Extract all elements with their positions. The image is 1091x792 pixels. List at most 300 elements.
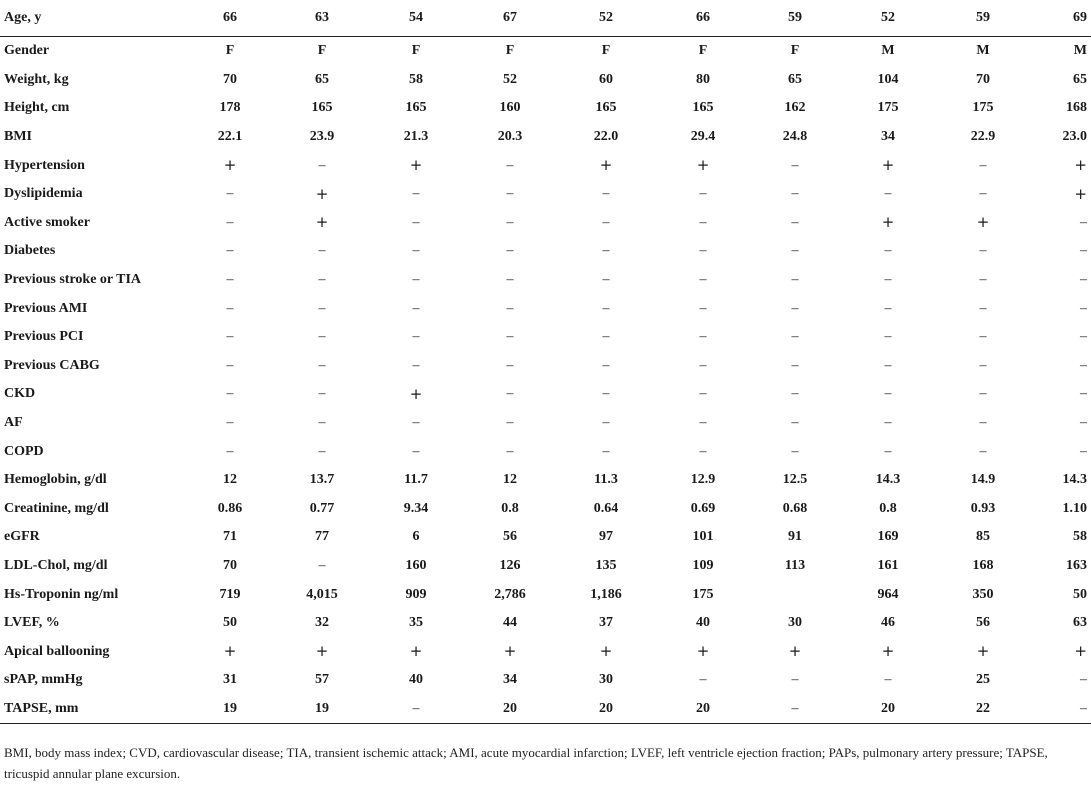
cell-value: 19 xyxy=(315,700,329,716)
cell-value: – xyxy=(699,272,707,288)
cell-value: + xyxy=(315,642,329,661)
table-cell xyxy=(656,0,750,37)
table-cell xyxy=(936,37,1030,66)
table-cell xyxy=(184,380,276,409)
cell-value: 113 xyxy=(784,557,806,573)
cell-value: – xyxy=(979,186,987,202)
cell-value: – xyxy=(699,357,707,373)
cell-value: – xyxy=(1080,443,1087,459)
cell-value: 66 xyxy=(696,10,710,25)
cell-value: 161 xyxy=(877,557,899,573)
table-cell xyxy=(556,580,656,609)
cell-value: 175 xyxy=(877,100,899,116)
table-cell xyxy=(184,37,276,66)
cell-value: + xyxy=(503,642,517,661)
table-cell xyxy=(750,666,840,695)
table-cell xyxy=(656,323,750,352)
table-cell xyxy=(184,123,276,152)
cell-value: 9.34 xyxy=(403,500,429,516)
table-cell xyxy=(556,180,656,209)
table-cell xyxy=(556,666,656,695)
table-cell xyxy=(184,637,276,666)
table-cell xyxy=(1030,294,1091,323)
table-cell xyxy=(1030,123,1091,152)
table-cell xyxy=(368,37,464,66)
table-cell xyxy=(464,294,556,323)
cell-value: 4,015 xyxy=(306,586,338,602)
cell-value: – xyxy=(412,415,420,431)
table-row xyxy=(0,695,1091,724)
cell-value: 0.93 xyxy=(970,500,996,516)
table-cell xyxy=(184,180,276,209)
cell-value: 44 xyxy=(503,615,517,631)
cell-value: 165 xyxy=(692,100,714,116)
table-cell xyxy=(464,380,556,409)
cell-value: 101 xyxy=(692,529,714,545)
cell-value: 19 xyxy=(223,700,237,716)
table-cell xyxy=(1030,0,1091,37)
cell-value: 52 xyxy=(881,10,895,25)
table-cell xyxy=(840,294,936,323)
cell-value: 0.64 xyxy=(593,500,619,516)
table-cell xyxy=(750,94,840,123)
table-cell xyxy=(184,151,276,180)
cell-value: 24.8 xyxy=(782,129,808,145)
cell-value: – xyxy=(979,443,987,459)
cell-value: 50 xyxy=(1073,586,1087,602)
table-cell xyxy=(936,123,1030,152)
cell-value: F xyxy=(698,43,708,59)
cell-value: – xyxy=(791,272,799,288)
cell-value: – xyxy=(979,386,987,402)
table-cell xyxy=(1030,466,1091,495)
table-cell xyxy=(368,609,464,638)
table-cell xyxy=(840,66,936,95)
table-cell xyxy=(184,437,276,466)
table-cell xyxy=(276,695,368,724)
table-row xyxy=(0,580,1091,609)
table-cell xyxy=(936,380,1030,409)
table-cell xyxy=(556,0,656,37)
cell-value: F xyxy=(317,43,327,59)
cell-value: 22.9 xyxy=(970,129,996,145)
cell-value: – xyxy=(1080,357,1087,373)
table-cell xyxy=(656,580,750,609)
cell-value: 65 xyxy=(1073,71,1087,87)
cell-value: + xyxy=(881,156,895,175)
cell-value: 34 xyxy=(503,672,517,688)
cell-value: + xyxy=(1074,156,1087,175)
cell-value: F xyxy=(411,43,421,59)
cell-value: 30 xyxy=(599,672,613,688)
table-cell xyxy=(464,37,556,66)
table-cell xyxy=(1030,66,1091,95)
table-cell xyxy=(936,294,1030,323)
table-cell xyxy=(184,352,276,381)
cell-value: – xyxy=(1080,672,1087,688)
table-cell xyxy=(936,237,1030,266)
row-label: Previous CABG xyxy=(4,357,100,373)
table-cell xyxy=(276,266,368,295)
row-label: BMI xyxy=(4,129,32,145)
table-cell xyxy=(750,523,840,552)
table-cell xyxy=(464,695,556,724)
table-cell xyxy=(1030,180,1091,209)
table-cell xyxy=(276,151,368,180)
table-cell xyxy=(936,552,1030,581)
cell-value: 11.3 xyxy=(594,472,618,488)
cell-value: F xyxy=(505,43,515,59)
table-cell xyxy=(556,323,656,352)
cell-value: – xyxy=(412,443,420,459)
table-cell xyxy=(276,523,368,552)
table-cell xyxy=(840,323,936,352)
table-cell xyxy=(840,380,936,409)
row-label: Previous AMI xyxy=(4,300,88,316)
cell-value: 0.77 xyxy=(309,500,335,516)
table-cell xyxy=(184,266,276,295)
table-cell xyxy=(656,123,750,152)
cell-value: 162 xyxy=(784,100,806,116)
cell-value: 29.4 xyxy=(690,129,716,145)
table-cell xyxy=(184,495,276,524)
cell-value: 163 xyxy=(1066,557,1087,573)
cell-value: + xyxy=(881,642,895,661)
table-cell xyxy=(464,209,556,238)
cell-value: – xyxy=(506,186,514,202)
table-cell xyxy=(276,123,368,152)
cell-value: 65 xyxy=(788,71,802,87)
cell-value: – xyxy=(412,357,420,373)
row-label: Hemoglobin, g/dl xyxy=(4,472,107,488)
table-cell xyxy=(368,695,464,724)
table-cell xyxy=(1030,323,1091,352)
table-cell xyxy=(750,123,840,152)
table-cell xyxy=(556,294,656,323)
cell-value: – xyxy=(226,300,234,316)
cell-value: + xyxy=(223,642,237,661)
table-cell xyxy=(368,466,464,495)
cell-value: – xyxy=(884,672,892,688)
cell-value: 40 xyxy=(696,615,710,631)
table-cell xyxy=(936,409,1030,438)
cell-value: – xyxy=(699,300,707,316)
cell-value: 22.0 xyxy=(593,129,619,145)
table-row xyxy=(0,495,1091,524)
table-cell xyxy=(656,37,750,66)
cell-value: 104 xyxy=(877,71,899,87)
table-cell xyxy=(750,151,840,180)
cell-value: – xyxy=(226,243,234,259)
cell-value: 54 xyxy=(409,10,423,25)
cell-value: – xyxy=(884,243,892,259)
table-cell xyxy=(656,294,750,323)
cell-value: – xyxy=(699,214,707,230)
table-row xyxy=(0,94,1091,123)
table-cell xyxy=(750,294,840,323)
table-cell xyxy=(936,580,1030,609)
cell-value: 65 xyxy=(315,71,329,87)
table-cell xyxy=(556,151,656,180)
cell-value: – xyxy=(412,214,420,230)
table-cell xyxy=(936,437,1030,466)
row-label: Hypertension xyxy=(4,157,85,173)
table-cell xyxy=(750,66,840,95)
table-cell xyxy=(656,609,750,638)
table-cell xyxy=(840,237,936,266)
cell-value: – xyxy=(1080,243,1087,259)
cell-value: + xyxy=(1074,184,1087,203)
cell-value: 350 xyxy=(972,586,994,602)
cell-value: – xyxy=(791,300,799,316)
table-cell xyxy=(556,123,656,152)
cell-value: – xyxy=(602,443,610,459)
table-cell xyxy=(464,552,556,581)
cell-value: – xyxy=(506,386,514,402)
table-cell xyxy=(656,209,750,238)
table-cell xyxy=(1030,637,1091,666)
cell-value: – xyxy=(506,357,514,373)
table-cell xyxy=(936,0,1030,37)
cell-value: 168 xyxy=(1066,100,1087,116)
table-cell xyxy=(464,466,556,495)
cell-value: – xyxy=(979,300,987,316)
cell-value: – xyxy=(318,557,326,573)
cell-value: 21.3 xyxy=(403,129,429,145)
table-row xyxy=(0,37,1091,66)
table-cell xyxy=(464,266,556,295)
table-cell xyxy=(750,437,840,466)
cell-value: 58 xyxy=(1073,529,1087,545)
table-cell xyxy=(276,294,368,323)
cell-value: – xyxy=(884,186,892,202)
row-label: Hs-Troponin ng/ml xyxy=(4,586,119,602)
cell-value: – xyxy=(506,443,514,459)
table-cell xyxy=(840,495,936,524)
cell-value: F xyxy=(790,43,800,59)
cell-value: – xyxy=(791,443,799,459)
table-cell xyxy=(276,323,368,352)
table-cell xyxy=(840,209,936,238)
table-cell xyxy=(556,380,656,409)
row-label: CKD xyxy=(4,386,36,402)
cell-value: 46 xyxy=(881,615,895,631)
table-cell xyxy=(368,637,464,666)
table-cell xyxy=(368,209,464,238)
table-cell xyxy=(840,37,936,66)
cell-value: F xyxy=(225,43,235,59)
row-label: eGFR xyxy=(4,529,40,545)
cell-value: 69 xyxy=(1073,10,1087,25)
cell-value: + xyxy=(976,642,990,661)
table-cell xyxy=(656,237,750,266)
cell-value: 14.3 xyxy=(875,472,901,488)
cell-value: + xyxy=(315,184,329,203)
table-cell xyxy=(276,237,368,266)
table-cell xyxy=(184,237,276,266)
cell-value: – xyxy=(412,243,420,259)
row-label: Diabetes xyxy=(4,243,56,259)
table-cell xyxy=(750,266,840,295)
cell-value: 168 xyxy=(972,557,994,573)
cell-value: – xyxy=(226,443,234,459)
table-cell xyxy=(750,352,840,381)
table-row xyxy=(0,180,1091,209)
cell-value: – xyxy=(791,415,799,431)
table-cell xyxy=(750,0,840,37)
cell-value: 909 xyxy=(405,586,427,602)
table-cell xyxy=(556,37,656,66)
cell-value: + xyxy=(696,156,710,175)
cell-value: – xyxy=(506,214,514,230)
cell-value: – xyxy=(699,415,707,431)
table-cell xyxy=(840,523,936,552)
cell-value: 63 xyxy=(1073,615,1087,631)
table-cell xyxy=(276,66,368,95)
cell-value: – xyxy=(1080,272,1087,288)
cell-value: – xyxy=(318,329,326,345)
cell-value: + xyxy=(788,642,802,661)
table-cell xyxy=(368,151,464,180)
cell-value: 175 xyxy=(692,586,714,602)
cell-value: – xyxy=(1080,700,1087,716)
cell-value: 80 xyxy=(696,71,710,87)
table-cell xyxy=(276,437,368,466)
cell-value: – xyxy=(226,357,234,373)
table-cell xyxy=(556,637,656,666)
cell-value: – xyxy=(699,386,707,402)
table-cell xyxy=(368,437,464,466)
table-cell xyxy=(276,552,368,581)
table-cell xyxy=(936,695,1030,724)
table-row xyxy=(0,123,1091,152)
cell-value: – xyxy=(699,443,707,459)
cell-value: 964 xyxy=(877,586,899,602)
cell-value: 0.69 xyxy=(690,500,716,516)
table-cell xyxy=(840,123,936,152)
table-cell xyxy=(1030,409,1091,438)
table-cell xyxy=(656,523,750,552)
table-cell xyxy=(556,209,656,238)
cell-value: 6 xyxy=(412,529,420,545)
cell-value: 719 xyxy=(219,586,241,602)
cell-value: 30 xyxy=(788,615,802,631)
table-cell xyxy=(1030,237,1091,266)
cell-value: 14.3 xyxy=(1062,472,1087,488)
cell-value: 135 xyxy=(595,557,617,573)
table-cell xyxy=(276,380,368,409)
cell-value: – xyxy=(602,415,610,431)
cell-value: M xyxy=(881,43,895,59)
table-cell xyxy=(368,380,464,409)
table-cell xyxy=(368,352,464,381)
cell-value: 66 xyxy=(223,10,237,25)
table-cell xyxy=(556,695,656,724)
table-cell xyxy=(184,552,276,581)
table-cell xyxy=(656,437,750,466)
table-cell xyxy=(936,523,1030,552)
cell-value: – xyxy=(506,300,514,316)
table-cell xyxy=(656,380,750,409)
cell-value: M xyxy=(976,43,990,59)
cell-value: – xyxy=(699,672,707,688)
table-cell xyxy=(750,466,840,495)
table-cell xyxy=(840,609,936,638)
table-cell xyxy=(556,66,656,95)
row-label: LDL-Chol, mg/dl xyxy=(4,557,108,573)
table-cell xyxy=(936,66,1030,95)
table-row xyxy=(0,294,1091,323)
cell-value: 20 xyxy=(503,700,517,716)
table-cell xyxy=(1030,94,1091,123)
cell-value: 22.1 xyxy=(217,129,243,145)
cell-value: + xyxy=(409,156,423,175)
table-row xyxy=(0,0,1091,37)
cell-value: 32 xyxy=(315,615,329,631)
table-cell xyxy=(1030,523,1091,552)
table-cell xyxy=(368,123,464,152)
table-cell xyxy=(184,580,276,609)
table-cell xyxy=(936,180,1030,209)
cell-value: – xyxy=(791,186,799,202)
cell-value: – xyxy=(506,272,514,288)
cell-value: – xyxy=(318,157,326,173)
cell-value: – xyxy=(1080,214,1087,230)
table-cell xyxy=(368,180,464,209)
table-cell xyxy=(1030,37,1091,66)
table-cell xyxy=(656,695,750,724)
cell-value: – xyxy=(1080,415,1087,431)
cell-value: – xyxy=(602,214,610,230)
table-cell xyxy=(276,609,368,638)
cell-value: 109 xyxy=(692,557,714,573)
table-footnote: BMI, body mass index; CVD, cardiovascular disease; TIA, transient ischemic attack; AMI, acute myocardial infarction; LVEF, left ventricle ejection fraction; PAPs, pulmonary artery pressure; TAPSE, tricuspid annular plane excursion. xyxy=(4,745,1048,781)
cell-value: 70 xyxy=(976,71,990,87)
table-cell xyxy=(556,94,656,123)
cell-value: – xyxy=(318,443,326,459)
table-cell xyxy=(840,94,936,123)
table-row xyxy=(0,266,1091,295)
table-cell xyxy=(464,94,556,123)
table-row xyxy=(0,409,1091,438)
table-cell xyxy=(184,466,276,495)
table-cell xyxy=(1030,666,1091,695)
table-cell xyxy=(656,266,750,295)
cell-value: – xyxy=(412,272,420,288)
table-cell xyxy=(750,495,840,524)
table-cell xyxy=(184,695,276,724)
table-cell xyxy=(368,266,464,295)
cell-value: – xyxy=(884,272,892,288)
cell-value: 0.68 xyxy=(782,500,808,516)
cell-value: 178 xyxy=(219,100,241,116)
table-cell xyxy=(936,466,1030,495)
table-cell xyxy=(840,637,936,666)
cell-value: – xyxy=(506,415,514,431)
table-cell xyxy=(936,352,1030,381)
cell-value: – xyxy=(318,243,326,259)
table-row xyxy=(0,237,1091,266)
cell-value: 71 xyxy=(223,529,237,545)
row-label: Height, cm xyxy=(4,100,70,116)
cell-value: 160 xyxy=(499,100,521,116)
table-cell xyxy=(840,666,936,695)
cell-value: 60 xyxy=(599,71,613,87)
cell-value: 70 xyxy=(223,557,237,573)
table-cell xyxy=(750,580,840,609)
table-cell xyxy=(184,323,276,352)
cell-value: 165 xyxy=(311,100,333,116)
